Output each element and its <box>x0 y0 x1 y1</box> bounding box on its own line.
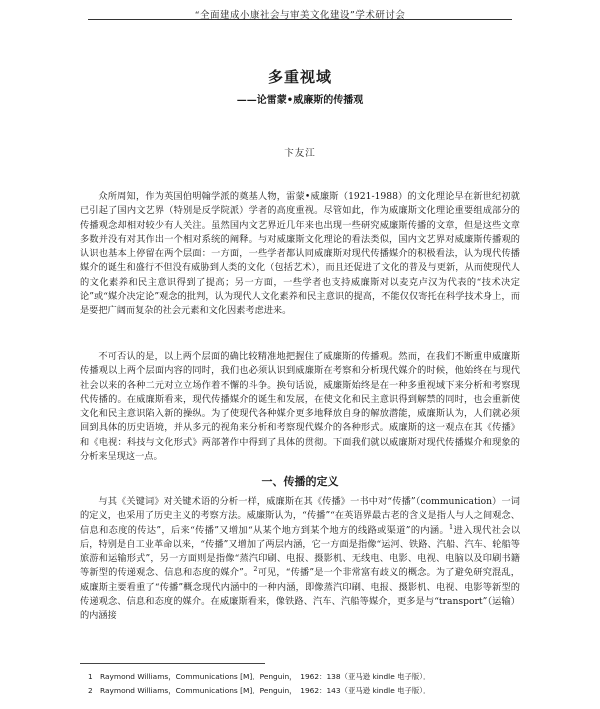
paragraph-3-text <box>80 495 520 624</box>
footnote-2-text: Raymond Williams，Communications [M]．Penguin， 1962：143（亚马逊 kindle 电子版）． <box>100 686 431 695</box>
paragraph-3-part-b: 进入现代社会以后，特别是自工业革命以来，“传播”又增加了两层内涵，它一方面是指像“运河、铁路、汽船、汽车、轮船等旅游和运输形式”，另一方面则是指像“蒸汽印刷、电报、摄影机、无线电、电影、电视、电脑以及印刷书籍等新型的传递观念、信息和态度的媒介”。 <box>80 524 521 579</box>
footnote-1 <box>88 670 518 684</box>
header-rule <box>88 19 512 20</box>
footnote-2-number: 2 <box>88 686 93 695</box>
paragraph-1 <box>80 190 520 319</box>
footnote-ref-1[interactable]: 1 <box>449 522 454 531</box>
paragraph-2-text: 不可否认的是，以上两个层面的确比较精准地把握住了威廉斯的传播观。然而，在我们不断重申威廉斯传播观以上两个层面内容的同时，我们也必须认识到威廉斯在考察和分析现代媒介的时候，他始终在与现代社会以来的各种二元对立立场作着不懈的斗争。换句话说，威廉斯始终是在一种多重视域下来分析和考察现代传播的。在威廉斯看来，现代传播媒介的诞生和发展，在使文化和民主意识得到解禁的同时，也会重新使文化和民主意识陷入新的操纵。为了使现代各种媒介更多地释放自身的解放潜能，威廉斯认为，人们就必须回到具体的历史语境，并从多元的视角来分析和考察现代媒介的各种形式。威廉斯的这一观点在其《传播》和《电视：科技与文化形式》两部著作中得到了具体的贯彻。下面我们就以威廉斯对现代传播媒介和现象的分析来呈现这一点。 <box>80 351 520 463</box>
footnote-ref-2[interactable]: 2 <box>253 565 258 574</box>
footnotes <box>88 670 518 698</box>
paper-subtitle: ——论雷蒙•威廉斯的传播观 <box>236 95 364 106</box>
paragraph-3-part-a: 与其《关键词》对关键术语的分析一样，威廉斯在其《传播》一书中对“传播”（communication）一词的定义，也采用了历史主义的考察方法。威廉斯认为，“传播”“在英语界最古老的含义是指人与人之间观念、信息和态度的传达”，后来“传播”又增加“从某个地方到某个地方的线路或渠道”的内涵。 <box>80 496 520 536</box>
paper-title: 多重视域 <box>267 68 332 86</box>
footnote-1-number: 1 <box>88 672 93 681</box>
paragraph-2 <box>80 350 520 464</box>
footnote-2 <box>88 684 518 698</box>
paragraph-3-part-c: 可见，“传播”是一个非常富有歧义的概念。为了避免研究混乱，威廉斯主要看重了“传播”概念现代内涵中的一种内涵，即像蒸汽印刷、电报、摄影机、电视、电影等新型的传递观念、信息和态度的媒介。在威廉斯看来，像铁路、汽车、汽船等媒介，更多是与“transport”（运输）的内涵接 <box>80 567 520 622</box>
paragraph-1-text: 众所周知，作为英国伯明翰学派的奠基人物，雷蒙•威廉斯（1921-1988）的文化理论早在新世纪初就已引起了国内文艺界（特别是反学院派）学者的高度重视。尽管如此，作为威廉斯文化理论重要组成部分的传播观念却相对较少有人关注。虽然国内文艺界近几年来也出现一些研究威廉斯传播的文章，但是这些文章多数并没有对其作出一个相对系统的阐释。与对威廉斯文化理论的看法类似，国内文艺界对威廉斯传播观的认识也基本上停留在两个层面：一方面，一些学者都认同威廉斯对现代传播媒介的积极看法，认为现代传播媒介的诞生和盛行不但没有威胁到人类的文化（包括艺术），而且还促进了文化的普及与更新，从而使现代人的文化素养和民主意识得到了提高；另一方面，一些学者也支持威廉斯对以麦克卢汉为代表的“技术决定论”或“媒介决定论”观念的批判，认为现代人文化素养和民主意识的提高，不能仅仅寄托在科学技术身上，而是要把广阔而复杂的社会元素和文化因素考虑进来。 <box>80 191 520 317</box>
footnote-rule <box>80 663 265 664</box>
footnote-1-text: Raymond Williams，Communications [M]．Penguin， 1962：138（亚马逊 kindle 电子版）． <box>100 672 431 681</box>
paragraph-3 <box>80 495 520 624</box>
running-header: “全面建成小康社会与审美文化建设”学术研讨会 <box>194 10 406 21</box>
section-heading: 一、传播的定义 <box>261 475 339 488</box>
author-name: 卞友江 <box>284 148 316 159</box>
